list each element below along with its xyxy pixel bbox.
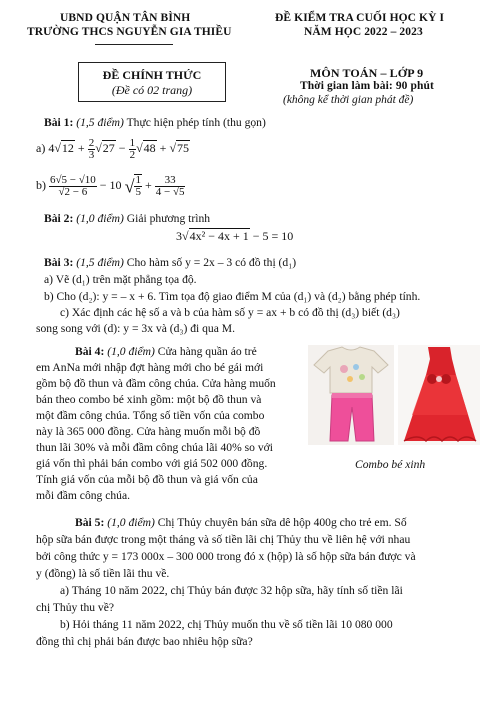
problem-3a: a) Vẽ (d₁) trên mặt phẳng tọa độ. xyxy=(44,273,197,286)
exam-duration: Thời gian làm bài: 90 phút xyxy=(300,80,434,92)
problem-4-line: thun lãi 30% và mỗi đầm công chúa lãi 40% so với xyxy=(36,441,273,454)
problem-2-equation: 3√4x² − 4x + 1 − 5 = 10 xyxy=(176,229,294,243)
problem-1-label: Bài 1: xyxy=(44,116,74,129)
problem-1a-label: a) xyxy=(36,141,46,155)
header-divider xyxy=(95,44,173,45)
problem-1a-expression: 4√12 + $\frac{2}{3}$ √27 − $\frac{1}{2}$ √48 + √75 xyxy=(48,136,190,161)
problem-4-line: em AnNa mới nhập đợt hàng mới cho bé gái mới xyxy=(36,361,264,374)
problem-4-line: một đầm công chúa. Tổng số tiền vốn của combo xyxy=(36,409,265,422)
problem-1-points: (1,5 điểm) xyxy=(76,116,124,129)
page-count-note: (Đề có 02 trang) xyxy=(111,83,193,97)
official-label: ĐỀ CHÍNH THỨC xyxy=(102,68,202,82)
exam-title: ĐỀ KIỂM TRA CUỐI HỌC KỲ I xyxy=(275,12,445,24)
problem-5-label: Bài 5: xyxy=(75,516,105,529)
problem-3-text: Cho hàm số y = 2x – 3 có đồ thị (d₁) xyxy=(126,256,297,269)
problem-3-heading xyxy=(44,255,296,270)
problem-5a-line2: chị Thủy thu về? xyxy=(36,601,115,614)
problem-5-line: bởi công thức y = 173 000x – 300 000 trong đó x (hộp) là số hộp sữa bán được và xyxy=(36,550,416,563)
tshirt-outfit-image xyxy=(308,345,394,445)
problem-5-points: (1,0 điểm) xyxy=(107,516,155,529)
problem-5a-line1: a) Tháng 10 năm 2022, chị Thủy bán được 32 hộp sữa, hãy tính số tiền lãi xyxy=(60,584,403,597)
problem-2-text: Giải phương trình xyxy=(126,212,211,225)
problem-2-points: (1,0 điểm) xyxy=(76,212,124,225)
department-name: UBND QUẬN TÂN BÌNH xyxy=(60,12,191,24)
problem-5-line: y (đồng) là số tiền lãi thu về. xyxy=(36,567,170,580)
problem-4-line: giá vốn thì phải bán combo với giá 502 000 đồng. xyxy=(36,457,268,470)
subject-title: MÔN TOÁN – LỚP 9 xyxy=(310,66,424,80)
problem-3-label: Bài 3: xyxy=(44,256,74,269)
problem-1-text: Thực hiện phép tính (thu gọn) xyxy=(126,116,266,129)
problem-5-heading xyxy=(75,515,407,530)
problem-2-heading xyxy=(44,211,210,226)
problem-5-line: hộp sữa bán được trong một tháng và số tiền lãi chị Thủy thu về liên hệ với nhau xyxy=(36,533,411,546)
problem-3b: b) Cho (d₂): y = – x + 6. Tìm tọa độ giao điểm M của (d₁) và (d₂) bằng phép tính. xyxy=(44,290,421,303)
problem-1b-expression: $\frac{6√5 - √10}{√2 - 6}$ − 10 √ $\frac{1}{5}$ + $\frac{33}{4 - √5}$ xyxy=(50,173,185,199)
problem-2-label: Bài 2: xyxy=(44,212,74,225)
problem-1b-label: b) xyxy=(36,178,46,192)
duration-note: (không kể thời gian phát đề) xyxy=(283,94,414,106)
problem-3-points: (1,5 điểm) xyxy=(76,256,124,269)
problem-5b-line1: b) Hỏi tháng 11 năm 2022, chị Thủy muốn thu về số tiền lãi 10 080 000 xyxy=(60,618,393,631)
princess-dress-image xyxy=(398,345,480,445)
problem-1b xyxy=(36,168,185,202)
problem-5b-line2: đồng thì chị phải bán được bao nhiêu hộp sữa? xyxy=(36,635,253,648)
problem-4-label: Bài 4: xyxy=(75,345,105,358)
problem-1-heading xyxy=(44,115,266,130)
problem-4-heading xyxy=(75,344,257,359)
official-exam-box xyxy=(78,62,226,102)
problem-4-line: này là 365 000 đồng. Cửa hàng muốn mỗi bộ đồ xyxy=(36,425,261,438)
problem-4-line: gồm bộ đồ thun và đầm công chúa. Cửa hàng muốn xyxy=(36,377,276,390)
problem-3c-line1: c) Xác định các hệ số a và b của hàm số y = ax + b có đồ thị (d₃) biết (d₃) xyxy=(60,306,400,319)
problem-4-line: mỗi đầm công chúa. xyxy=(36,489,131,502)
problem-3c-line2: song song với (d): y = 3x và (d₃) đi qua M. xyxy=(36,322,235,335)
problem-4-points: (1,0 điểm) xyxy=(107,345,155,358)
image-caption: Combo bé xinh xyxy=(355,458,426,471)
problem-4-line-0: Cửa hàng quần áo trẻ xyxy=(157,345,257,358)
problem-4-line: Tính giá vốn của mỗi bộ đồ thun và giá vốn của xyxy=(36,473,258,486)
school-year: NĂM HỌC 2022 – 2023 xyxy=(304,26,423,38)
problem-4-line: bán theo combo bé xinh gồm: một bộ đồ thun và xyxy=(36,393,262,406)
problem-5-line-0: Chị Thủy chuyên bán sữa dê hộp 400g cho trẻ em. Số xyxy=(157,516,407,529)
school-name: TRƯỜNG THCS NGUYỄN GIA THIỀU xyxy=(27,26,232,38)
problem-1a xyxy=(36,134,190,162)
